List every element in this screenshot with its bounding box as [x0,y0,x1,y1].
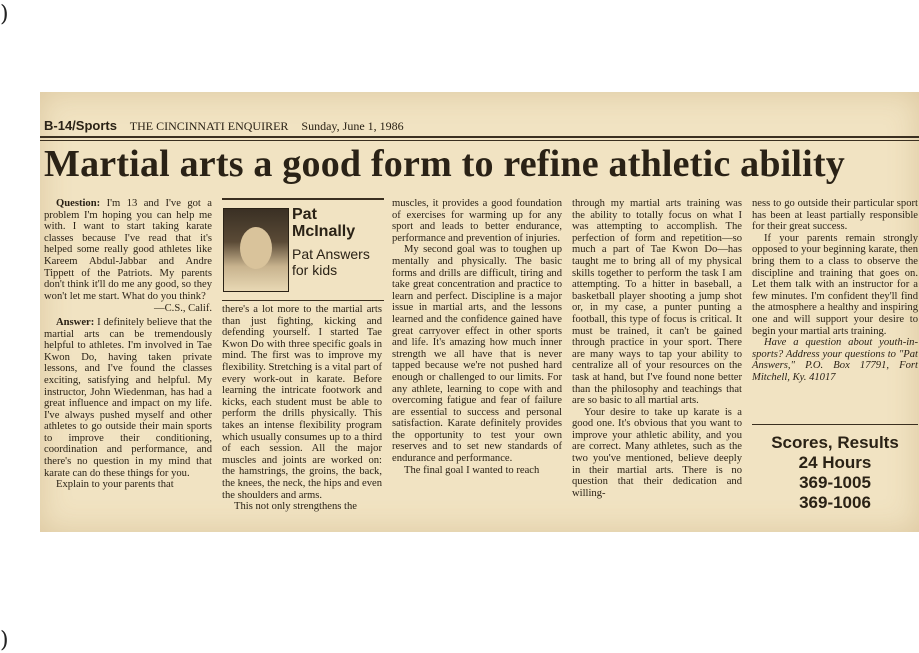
scan-margin-mark-top: ) [0,2,9,27]
scores-phone-2: 369-1006 [799,493,871,512]
article-column-4 [572,198,742,499]
header-rule-thin [40,140,919,141]
column-4-paragraph-2: Your desire to take up karate is a good one. It's obvious that you want to improve your athletic ability, and you are correct. Many athletes, such as the two you've mentioned, believe deeply in their martial arts. There is no question that their dedication and willing- [572,406,742,499]
column-title-line-2: for kids [292,262,338,278]
column-3-tail: The final goal I wanted to reach [404,464,540,476]
columnist-first-name: Pat [292,206,317,223]
scores-ad [752,424,918,523]
column-2-paragraph: there's a lot more to the martial arts than just fighting, kicking and defending yourself. I started Tae Kwon Do with three specific goals in mind. The first was to improve my flexibility. Stretching is a vital part of every work-out in karate. Before learning the intricate footwork and kicks, each student must be able to perform the drills physically. This takes an intense flexibility program which usually consumes up to a third of each session. All the major muscles and joints are worked on: the hamstrings, the groins, the back, the knees, the neck, the hips and even the shoulders and arms. [222,304,382,501]
section-label: B-14/Sports [44,118,117,133]
publication-date: Sunday, June 1, 1986 [301,119,404,133]
column-5-paragraph-2: If your parents remain strongly opposed to your beginning karate, then bring them to a class to observe the discipline and training that goes on. Let them talk with an instructor for a few minutes. I'm confident they'll find the atmosphere a healthy and inspiring one and will support your desire to begin your martial arts training. [752,232,918,337]
scores-ad-subtitle: 24 Hours [798,453,872,472]
column-title-line-1: Pat Answers [292,246,370,262]
answer-text: I definitely believe that the martial arts can be tremendously helpful to athletes. I'm involved in Tae Kwon Do, having taken private lessons, and I've found the classes exciting, satisfying and helpful. My instructor, John Wiedenman, has had a great influence and impact on my life. I've always pushed myself and other athletes to go outside their main sports to improve their conditioning, coordination and performance, and there's no question in my mind that karate can do these things for you. [44,316,212,479]
contact-info: Have a question about youth-in-sports? Address your questions to "Pat Answers," P.O. Box 17791, Fort Mitchell, Ky. 41017 [752,337,918,383]
columnist-photo [223,208,289,292]
columnist-box [222,198,384,301]
question-label: Question: [56,198,101,209]
question-signature: —C.S., Calif. [154,303,212,315]
scores-ad-title: Scores, Results [771,433,899,452]
article-column-3 [392,198,562,476]
column-1-tail: Explain to your parents that [56,479,174,491]
article-column-2 [222,304,382,513]
answer-label: Answer: [56,316,95,328]
column-5-paragraph-1: ness to go outside their particular sport has been at least partially responsible for their great success. [752,198,918,233]
column-3-paragraph-1: muscles, it provides a good foundation of exercises for warming up for any sport and leads to better endurance, performance and prevention of injuries. [392,198,562,244]
columnist-name [292,206,355,240]
scan-margin-mark-bottom: ) [0,628,9,653]
dateline [44,118,404,134]
column-title [292,246,370,278]
headline: Martial arts a good form to refine athletic ability [44,143,845,185]
newspaper-name: THE CINCINNATI ENQUIRER [129,119,289,133]
article-column-5 [752,198,918,384]
question-text: I'm 13 and I've got a problem I'm hoping you can help me with. I want to start taking karate classes because I've read that it's helped some really good athletes like Kareem Abdul-Jabbar and Andre Tippett of the Patriots. My parents don't think it'll do me any good, so they won't let me start. What do you think? [44,198,212,302]
scores-phone-1: 369-1005 [799,473,871,492]
column-3-paragraph-2: My second goal was to toughen up mentally and physically. The basic forms and drills are difficult, tiring and take great concentration and practice to learn and perfect. Discipline is a major issue in martial arts, and the lessons learned and the confidence gained have great carryover effect in other sports and life. It's amazing how much inner strength we all have that is never tapped because we're not pushed hard enough or challenged to our limits. For any athlete, learning to cope with and overcoming fatigue and fear of failure are essential to success and personal satisfaction. Karate definitely provides the opportunity to test your own reserves and to set new standards of endurance and performance. [392,244,562,465]
column-4-paragraph-1: through my martial arts training was the ability to totally focus on what I was attempting to accomplish. The perfection of form and repetition—so much a part of Tae Kwon Do—has taught me to bring all of my physical skills together to perform the task I am attempting. To a hitter in baseball, a basketball player shooting a jump shot or, in my case, a punter punting a football, this type of focus is critical. It must be trained, it can't be gained through practice in your sport. There are many ways to tap your ability to centralize all of your resources on the task at hand, but I've found none better than the philosophy and teachings that are so basic to all martial arts. [572,198,742,407]
article-column-1 [44,198,212,491]
columnist-last-name: McInally [292,223,356,240]
newspaper-clipping [40,92,919,532]
header-rule [40,136,919,138]
column-2-tail: This not only strengthens the [234,501,357,513]
